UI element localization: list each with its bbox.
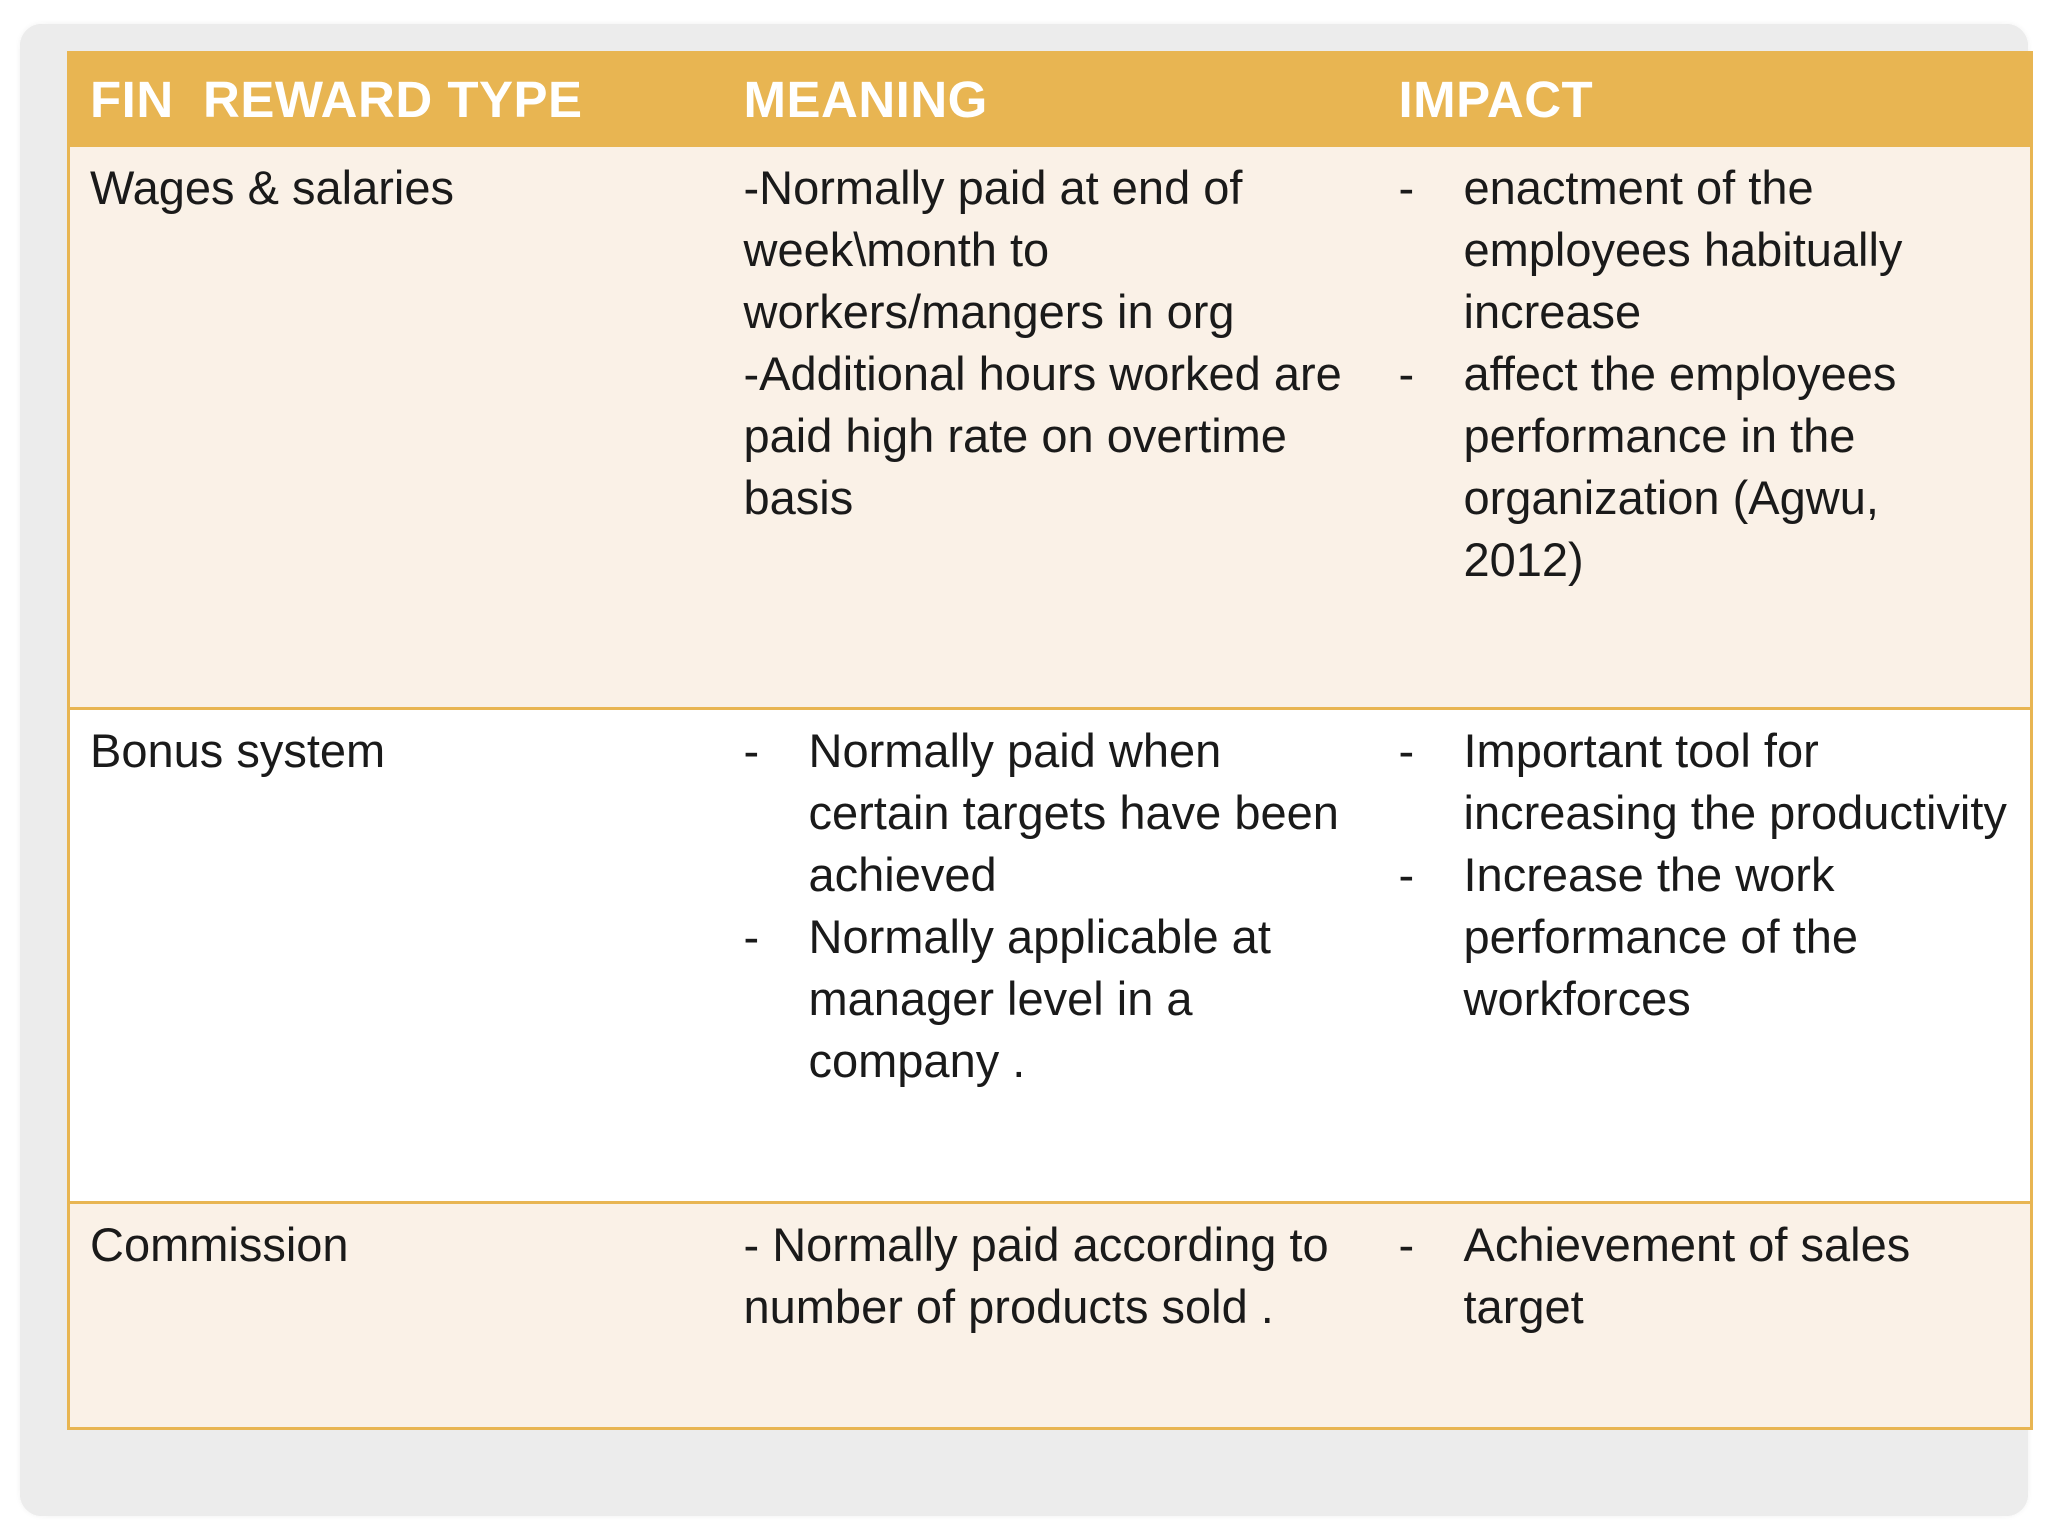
list-item [1399,157,2011,343]
header-reward-type: FIN REWARD TYPE [90,70,583,128]
header-impact: IMPACT [1398,70,1594,128]
list-item [744,720,1359,906]
table-row [69,146,2032,709]
table-row [69,1203,2032,1429]
meaning-line: -Normally paid at end of week\month to workers/mangers in org [743,161,1243,338]
meaning-cell [724,146,1379,709]
list-item [1399,844,2011,1030]
impact-text: Important tool for increasing the productivity [1463,724,2007,839]
dash-bullet: - [1398,848,1415,901]
reward-type-cell: Commission [69,1203,724,1429]
dash-bullet: - [743,724,760,777]
list-item [1399,343,2011,591]
reward-type-cell: Bonus system [69,709,724,1203]
header-meaning: MEANING [743,70,988,128]
impact-cell [1379,709,2032,1203]
impact-cell [1379,1203,2032,1429]
reward-type-cell: Wages & salaries [69,146,724,709]
dash-bullet: - [1398,347,1415,400]
meaning-text: Normally paid when certain targets have been achieved [808,724,1339,901]
dash-bullet: - [1398,161,1415,214]
impact-text: enactment of the employees habitually increase [1463,161,1903,338]
header-row [69,53,2032,146]
list-item [744,906,1359,1092]
dash-bullet: - [743,910,760,963]
meaning-list [744,720,1359,1092]
list-item [1399,720,2011,844]
impact-text: Increase the work performance of the workforces [1463,848,1858,1025]
reward-table [67,51,2033,1430]
meaning-cell [724,1203,1379,1429]
impact-list [1399,1214,2011,1338]
table-row [69,709,2032,1203]
impact-list [1399,157,2011,591]
meaning-text: Normally applicable at manager level in a company . [808,910,1271,1087]
dash-bullet: - [1398,1218,1415,1271]
list-item [1399,1214,2011,1338]
meaning-line: - Normally paid according to number of products sold . [743,1218,1329,1333]
impact-text: Achievement of sales target [1463,1218,1911,1333]
meaning-cell [724,709,1379,1203]
meaning-line: -Additional hours worked are paid high rate on overtime basis [743,347,1342,524]
impact-cell [1379,146,2032,709]
impact-text: affect the employees performance in the organization (Agwu, 2012) [1463,347,1897,586]
impact-list [1399,720,2011,1030]
dash-bullet: - [1398,724,1415,777]
